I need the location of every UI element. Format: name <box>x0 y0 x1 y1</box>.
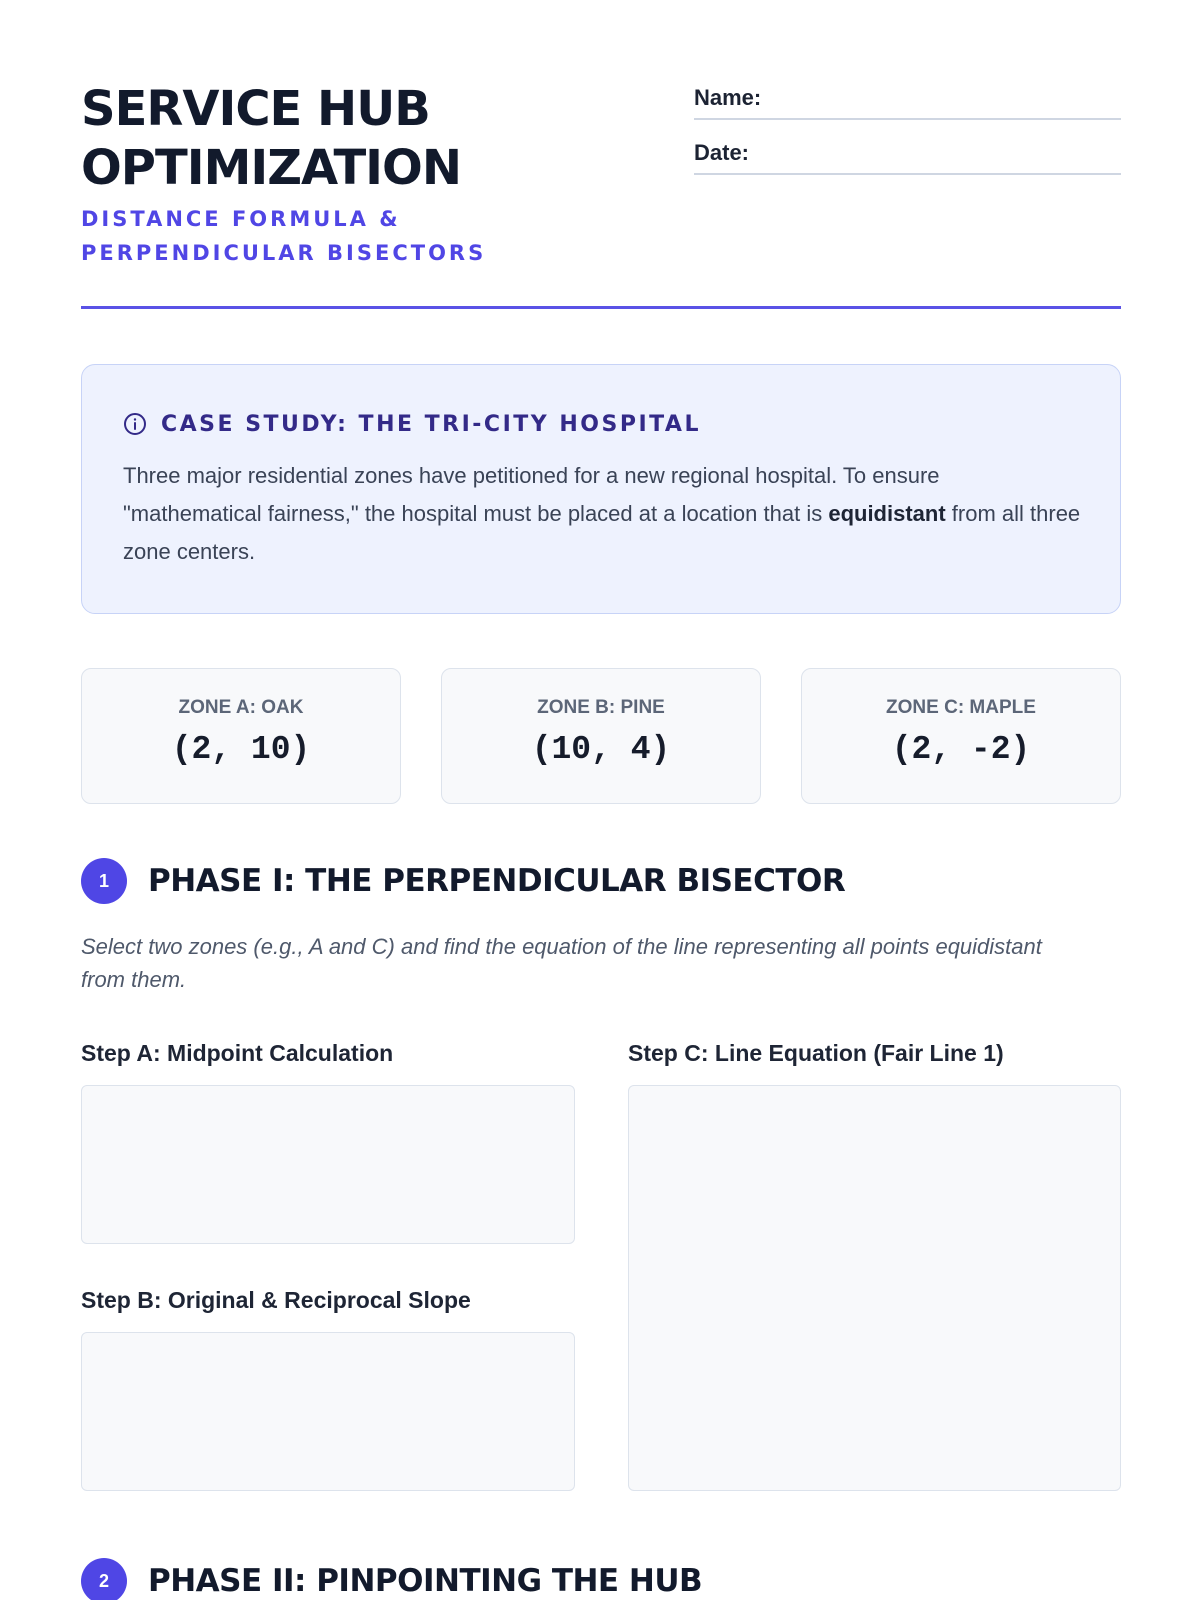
phase-number-badge: 1 <box>81 858 127 904</box>
step-b-label: Step B: Original & Reciprocal Slope <box>81 1287 471 1313</box>
case-text-emphasis: equidistant <box>828 501 946 526</box>
date-field[interactable] <box>694 135 1121 175</box>
zone-label: ZONE C: MAPLE <box>886 697 1036 718</box>
step-a-label: Step A: Midpoint Calculation <box>81 1040 394 1066</box>
case-text-part-2: from all three zone centers. <box>123 501 1081 564</box>
phase-title: PHASE II: PINPOINTING THE HUB <box>148 1563 703 1599</box>
case-study-title: CASE STUDY: THE TRI-CITY HOSPITAL <box>161 411 701 437</box>
zone-coordinate: (10, 4) <box>531 731 671 768</box>
zone-label: ZONE B: PINE <box>537 697 665 718</box>
phase-1-instructions: Select two zones (e.g., A and C) and find the equation of the line representing all points equidistant from them. <box>81 934 1042 992</box>
zone-cards <box>81 668 1121 804</box>
info-circle-icon <box>123 412 147 436</box>
step-c-label: Step C: Line Equation (Fair Line 1) <box>628 1040 1004 1066</box>
phase-2-heading <box>81 1557 1121 1600</box>
case-text-part-1: Three major residential zones have petitioned for a new regional hospital. To ensure "mathematical fairness," the hospital must be placed at a location that is <box>123 463 940 526</box>
case-study-callout <box>81 364 1121 614</box>
phase-number-badge: 2 <box>81 1558 127 1600</box>
step-c-answer-box[interactable] <box>628 1085 1121 1491</box>
phase-1-heading <box>81 857 1121 905</box>
step-a-answer-box[interactable] <box>81 1085 575 1244</box>
header-divider <box>81 306 1121 309</box>
phase-title: PHASE I: THE PERPENDICULAR BISECTOR <box>148 863 846 899</box>
zone-card-c <box>801 668 1121 804</box>
page-subtitle: DISTANCE FORMULA & PERPENDICULAR BISECTORS <box>81 207 487 265</box>
zone-card-b <box>441 668 761 804</box>
name-field[interactable] <box>694 80 1121 120</box>
date-field-label: Date: <box>694 140 750 165</box>
name-field-label: Name: <box>694 85 762 110</box>
case-study-heading <box>123 409 701 439</box>
step-b-answer-box[interactable] <box>81 1332 575 1491</box>
page-title: SERVICE HUB OPTIMIZATION <box>81 81 462 196</box>
zone-card-a <box>81 668 401 804</box>
zone-coordinate: (2, -2) <box>891 731 1031 768</box>
case-study-text <box>123 457 1083 571</box>
student-info-fields <box>694 80 1121 190</box>
zone-label: ZONE A: OAK <box>178 697 304 718</box>
zone-coordinate: (2, 10) <box>171 731 311 768</box>
